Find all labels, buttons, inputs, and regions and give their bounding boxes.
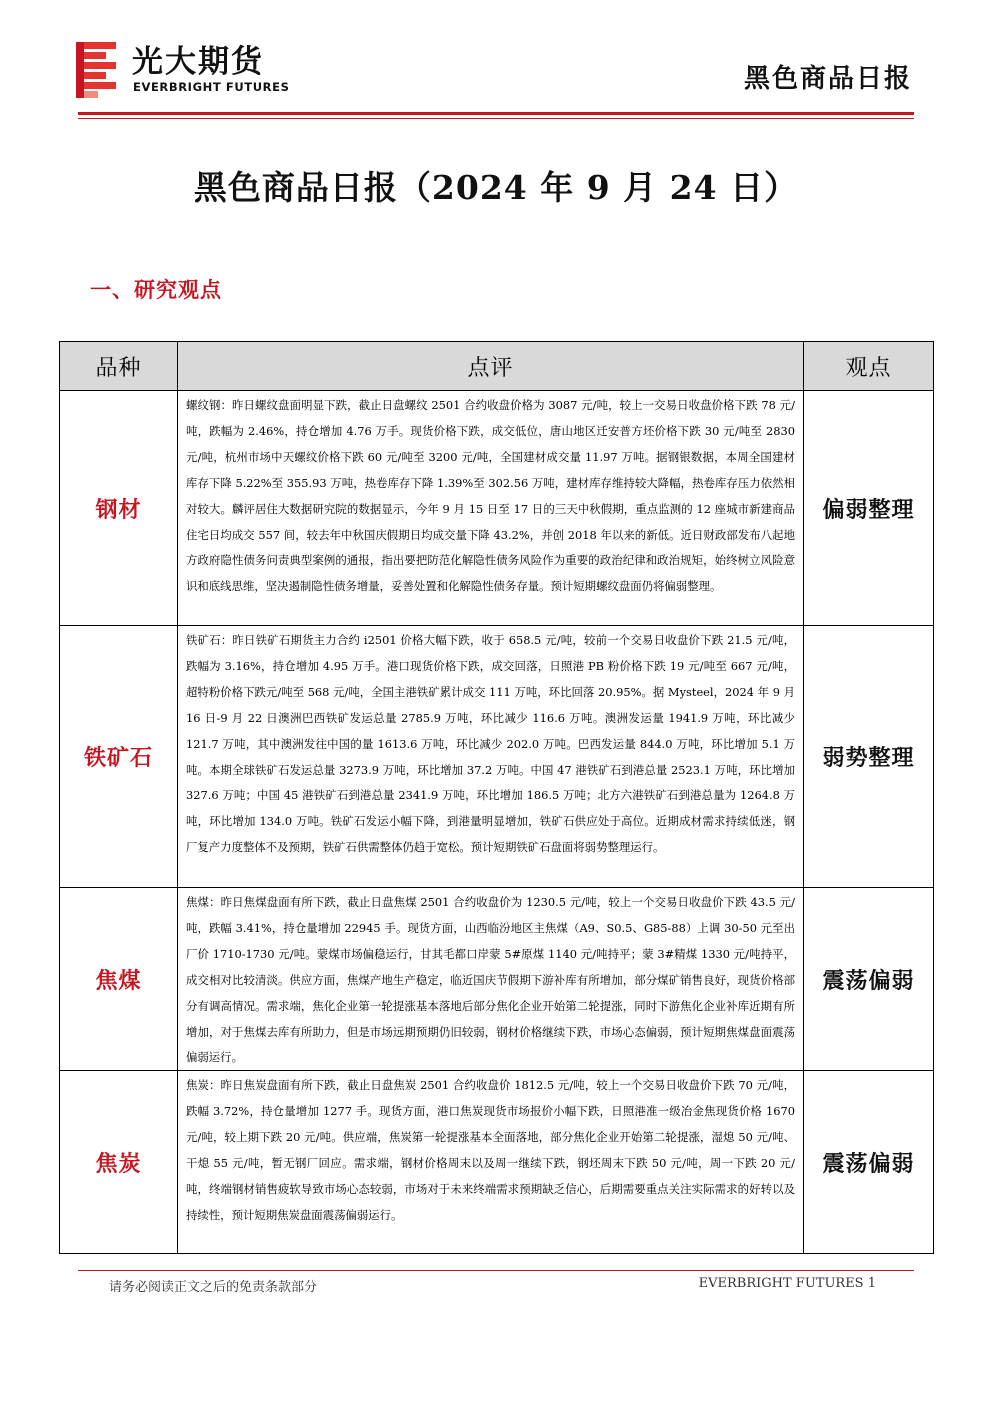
comment-text: 螺纹钢：昨日螺纹盘面明显下跌，截止日盘螺纹 2501 合约收盘价格为 3087 元/吨，较上一交易日收盘价格下跌 78 元/吨，跌幅为 2.46%，持仓增加 4.76 万手。现货价格下跌，成交低位，唐山地区迁安普方坯价格下跌 30 元/吨至 2830 元/吨，杭州市场中天螺纹价格下跌 60 元/吨至 3200 元/吨，全国建材成交量 11.97 万吨。据钢银数据，本周全国建材库存下降 5.22%至 355.93 万吨，热卷库存下降 1.39%至 302.56 万吨，建材库存维持较大降幅，热卷库存压力依然相对较大。麟评居住大数据研究院的数据显示，今年 9 月 15 日至 17 日的三天中秋假期，重点监测的 12 座城市新建商品住宅日均成交 557 间，较去年中秋国庆假期日均成交量下降 43.2%，并创 2018 年以来的新低。近日财政部发布八起地方政府隐性债务问责典型案例的通报，指出要把防范化解隐性债务风险作为重要的政治纪律和政治规矩，始终树立风险意识和底线思维，坚决遏制隐性债务增量，妥善处置和化解隐性债务存量。预计短期螺纹盘面仍将偏弱整理。 [186, 398, 795, 594]
research-view-table [59, 341, 934, 1254]
comment-text: 焦炭：昨日焦炭盘面有所下跌，截止日盘焦炭 2501 合约收盘价 1812.5 元/吨，较上一个交易日收盘价下跌 70 元/吨，跌幅 3.72%，持仓量增加 1277 手。现货方面，港口焦炭现货市场报价小幅下跌，日照港准一级冶金焦现货价格 1670 元/吨，较上期下跌 20 元/吨。供应端，焦炭第一轮提涨基本全面落地，部分焦化企业开始第二轮提涨，湿熄 50 元/吨、干熄 55 元/吨，暂无钢厂回应。需求端，钢材价格周末以及周一继续下跌，钢坯周末下跌 50 元/吨，周一下跌 20 元/吨，终端钢材销售疲软导致市场心态较弱，市场对于未来终端需求预期缺乏信心，后期需要重点关注实际需求的好转以及持续性，预计短期焦炭盘面震荡偏弱运行。 [186, 1078, 795, 1222]
footer-divider [78, 1270, 914, 1271]
comment-cell [178, 1071, 804, 1254]
view-cell: 震荡偏弱 [804, 888, 934, 1071]
disclaimer-note: 请务必阅读正文之后的免责条款部分 [109, 1280, 318, 1295]
table-row-steel [60, 391, 934, 626]
category-cell: 焦炭 [60, 1071, 178, 1254]
comment-cell [178, 888, 804, 1071]
category-cell: 铁矿石 [60, 626, 178, 888]
document-title: 黑色商品日报（2024 年 9 月 24 日） [193, 168, 799, 207]
comment-cell [178, 626, 804, 888]
category-cell: 钢材 [60, 391, 178, 626]
view-cell: 弱势整理 [804, 626, 934, 888]
table-row-iron-ore [60, 626, 934, 888]
brand-logo [76, 42, 290, 100]
header-divider [78, 112, 914, 115]
comment-text: 铁矿石：昨日铁矿石期货主力合约 i2501 价格大幅下跌，收于 658.5 元/吨，较前一个交易日收盘价下跌 21.5 元/吨，跌幅为 3.16%，持仓增加 4.95 万手。港口现货价格下跌，成交回落，日照港 PB 粉价格下跌 19 元/吨至 667 元/吨，超特粉价格下跌元/吨至 568 元/吨，全国主港铁矿累计成交 111 万吨，环比回落 20.95%。据 Mysteel，2024 年 9 月 16 日-9 月 22 日澳洲巴西铁矿发运总量 2785.9 万吨，环比减少 116.6 万吨。澳洲发运量 1941.9 万吨，环比减少 121.7 万吨，其中澳洲发往中国的量 1613.6 万吨，环比减少 202.0 万吨。巴西发运量 844.0 万吨，环比增加 5.1 万吨。本期全球铁矿石发运总量 3273.9 万吨，环比增加 37.2 万吨。中国 47 港铁矿石到港总量 2523.1 万吨，环比增加 327.6 万吨；中国 45 港铁矿石到港总量 2341.9 万吨，环比增加 186.5 万吨；北方六港铁矿石到港总量为 1264.8 万吨，环比增加 134.0 万吨。铁矿石发运小幅下降，到港量明显增加，铁矿石供应处于高位。近期成材需求持续低迷，钢厂复产力度整体不及预期，铁矿石供需整体仍趋于宽松。预计短期铁矿石盘面将弱势整理运行。 [186, 633, 795, 855]
table-row-coking-coal [60, 888, 934, 1071]
brand-name-en: EVERBRIGHT FUTURES [133, 80, 290, 94]
col-header-comment: 点评 [178, 342, 804, 391]
category-cell: 焦煤 [60, 888, 178, 1071]
everbright-logo-icon [76, 42, 120, 98]
page-header [0, 0, 992, 130]
view-cell: 震荡偏弱 [804, 1071, 934, 1254]
comment-text: 焦煤：昨日焦煤盘面有所下跌，截止日盘焦煤 2501 合约收盘价为 1230.5 元/吨，较上一个交易日收盘价下跌 43.5 元/吨，跌幅 3.41%，持仓量增加 22945 手。现货方面，山西临汾地区主焦煤（A9、S0.5、G85-88）上调 30-50 元至出厂价 1710-1730 元/吨。蒙煤市场偏稳运行，甘其毛都口岸蒙 5#原煤 1140 元/吨持平；蒙 3#精煤 1330 元/吨持平，成交相对比较清淡。供应方面，焦煤产地生产稳定，临近国庆节假期下游补库有所增加，部分煤矿销售良好，现货价格部分有调高情况。需求端，焦化企业第一轮提涨基本落地后部分焦化企业开始第二轮提涨，同时下游焦化企业补库近期有所增加，对于焦煤去库有所助力，但是市场远期预期仍旧较弱，钢材价格继续下跌，市场心态偏弱，预计短期焦煤盘面震荡偏弱运行。 [186, 895, 795, 1065]
report-name: 黑色商品日报 [743, 64, 912, 94]
comment-cell [178, 391, 804, 626]
footer-brand-page-number: EVERBRIGHT FUTURES 1 [698, 1276, 876, 1291]
view-cell: 偏弱整理 [804, 391, 934, 626]
brand-name-cn: 光大期货 [132, 44, 264, 80]
header-divider-thin [78, 118, 914, 119]
col-header-category: 品种 [60, 342, 178, 391]
table-header-row [60, 342, 934, 391]
col-header-view: 观点 [804, 342, 934, 391]
section-heading: 一、研究观点 [90, 277, 222, 302]
table-row-coke [60, 1071, 934, 1254]
